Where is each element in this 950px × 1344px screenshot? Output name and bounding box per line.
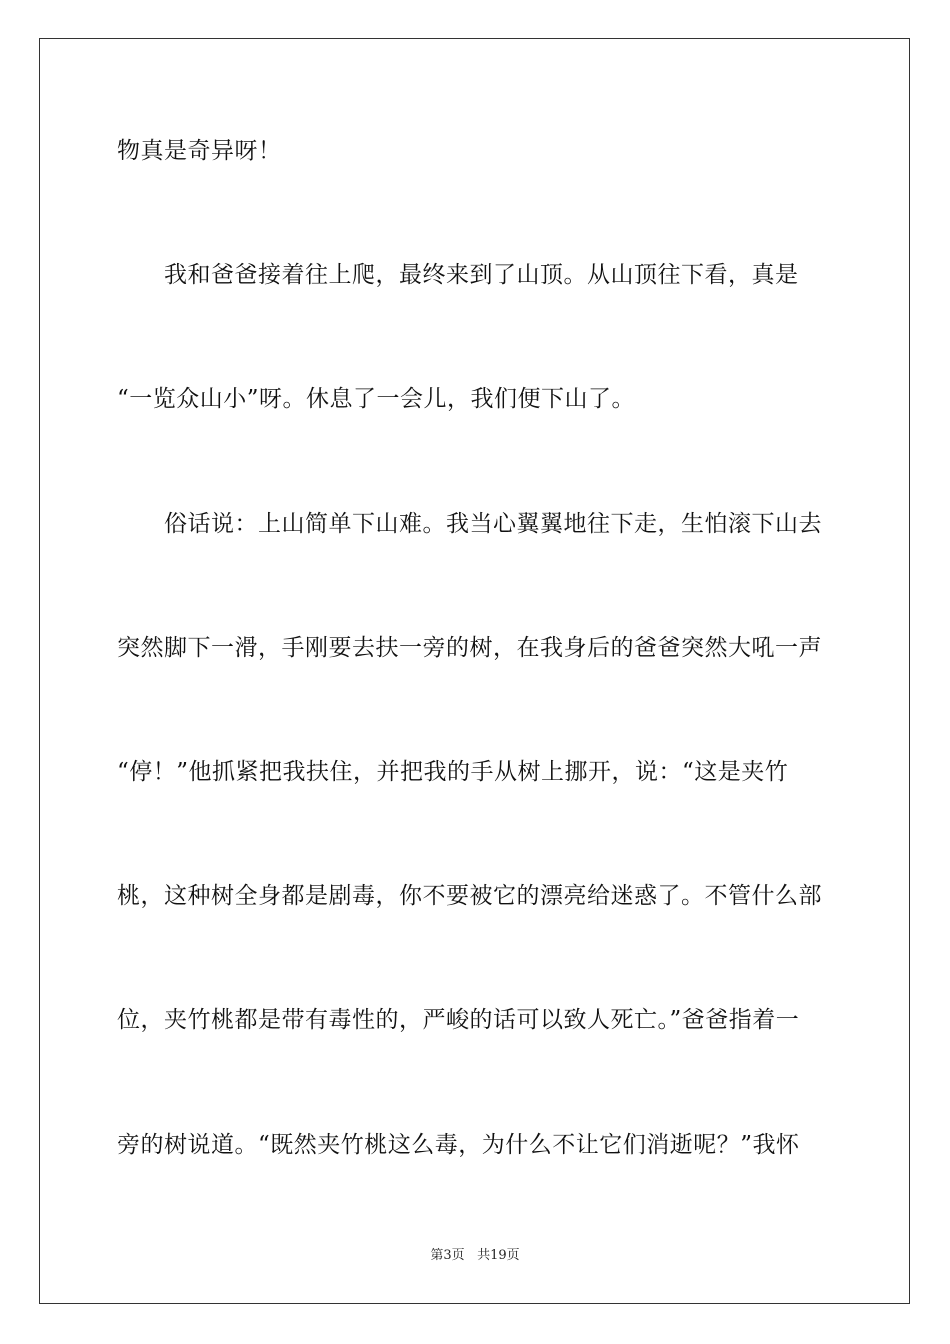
total-pages: 共19页 [477, 1248, 520, 1263]
page-frame [39, 38, 910, 1304]
text-line: 旁的树说道。“既然夹竹桃这么毒，为什么不让它们消逝呢？”我怀 [117, 1132, 800, 1158]
text-line: “一览众山小”呀。休息了一会儿，我们便下山了。 [117, 386, 636, 412]
text-line: 物真是奇异呀！ [117, 138, 282, 164]
text-line: “停！”他抓紧把我扶住，并把我的手从树上挪开，说：“这是夹竹 [117, 759, 789, 785]
text-line: 突然脚下一滑，手刚要去扶一旁的树，在我身后的爸爸突然大吼一声 [117, 635, 822, 661]
page-number: 第3页 [430, 1248, 465, 1263]
text-line: 位，夹竹桃都是带有毒性的，严峻的话可以致人死亡。”爸爸指着一 [117, 1007, 800, 1033]
text-line: 桃，这种树全身都是剧毒，你不要被它的漂亮给迷惑了。不管什么部 [117, 883, 822, 909]
text-line: 俗话说：上山简单下山难。我当心翼翼地往下走，生怕滚下山去 [117, 511, 822, 537]
text-line: 我和爸爸接着往上爬，最终来到了山顶。从山顶往下看，真是 [117, 262, 799, 288]
page-footer [0, 1247, 950, 1265]
